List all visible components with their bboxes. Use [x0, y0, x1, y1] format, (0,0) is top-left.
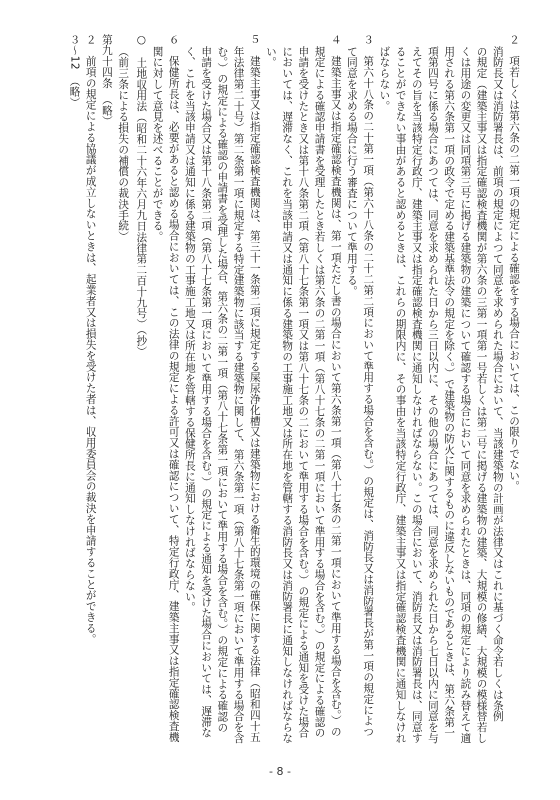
text-line: ばならない。 — [378, 46, 391, 112]
text-line: く、これを当該申請又は通知に係る建築物の工事施工地又は所在地を管轄する保健所長に通知しなければならない。 — [183, 46, 196, 613]
text-line: 用される第六条第一項の政令で定める建築基準法令の規定を除く。）で建築物の防火に関するものに違反しないものであるときは、第六条第一 — [443, 46, 456, 739]
vertical-text-body — [34, 34, 522, 754]
text-line: 項第四号に係る場合にあつては、同意を求められた日から三日以内に、その他の場合にあつては、同意を求められた日から七日以内に同意を与 — [426, 46, 439, 744]
text-line: の規定（建築主事又は指定確認検査機関が第六条の三第一項第一号若しくは第二号に掲げる建築物の建築、大規模の修繕、大規模の模様替若し — [475, 46, 488, 744]
text-line: ５ 建築主事又は指定確認検査機関は、第三十一条第二項に規定する屎尿浄化槽又は建築物における衛生的環境の確保に関する法律（昭和四十五 — [248, 34, 261, 743]
text-line: においては、遅滞なく、これを当該申請又は通知に係る建築物の工事施工地又は所在地を管轄する消防長又は消防署長に通知しなければならな — [281, 46, 294, 744]
text-line: ３ 第六十八条の二十第一項（第六十八条の二十二第二項において準用する場合を含む。）の規定は、消防長又は消防署長が第一項の規定によつ — [362, 34, 375, 738]
text-line: ２ 前項の規定による協議が成立しないときは、起業者又は損失を受けた者は、収用委員会の裁決を申請することができる。 — [84, 34, 97, 645]
text-line: ２ 項若しくは第六条の二第一項の規定による確認をする場合においては、この限りでない。 — [508, 34, 520, 492]
text-line: ３〜12 （略） — [68, 34, 81, 109]
text-line: 第九十四条 （略） — [100, 34, 113, 127]
text-line: ることができない事由があると認めるときは、これらの期限内に、その事由を当該特定行政庁、建築主事又は指定確認検査機関に通知しなけれ — [394, 46, 407, 744]
text-line: ４ 建築主事又は指定確認検査機関は、第一項ただし書の場合において第六条第一項（第八十七条の二第一項において準用する場合を含む。）の — [329, 34, 342, 738]
text-line: 申請を受けた場合又は第十八条第二項（第八十七条第一項において準用する場合を含む。）の規定による通知を受けた場合においては、遅滞な — [200, 46, 213, 739]
text-line: む。）の規定による確認の申請書を受理した場合、第六条の二第一項（第八十七条第一項において準用する場合を含む。）の規定による確認の — [216, 46, 229, 733]
page-number: - 8 - — [269, 765, 291, 778]
text-line: ○ 土地収用法（昭和二十六年六月九日法律第二百十九号）（抄） — [135, 34, 148, 358]
text-line: 関に対して意見を述べることができる。 — [151, 46, 164, 243]
text-line: （前三条による損失の補償の裁決手続） — [117, 46, 130, 243]
text-line: 年法律第二十号）第二条第一項に規定する特定建築物に該当する建築物に関して、第六条第一項（第八十七条第一項において準用する場合を含 — [232, 46, 245, 744]
text-line: い。 — [264, 46, 277, 68]
text-line: 申請を受けたとき又は第十八条第二項（第八十七条第一項又は第八十七条の二において準用する場合を含む。）の規定による通知を受けた場合 — [297, 46, 310, 739]
text-line: 規定による確認申請書を受理したとき若しくは第六条の二第一項（第八十七条の二第一項において準用する場合を含む。）の規定による確認の — [313, 46, 326, 739]
text-line: 消防長又は消防署長は、前項の規定によつて同意を求められた場合において、当該建築物の計画が法律又はこれに基づく命令若しくは条例 — [491, 46, 504, 722]
text-line: て同意を求める場合に行う審査について準用する。 — [345, 46, 358, 297]
text-line: えてその旨を当該特定行政庁、建築主事又は指定確認検査機関に通知しなければならない。この場合において、消防長又は消防署長は、同意す — [410, 46, 423, 744]
text-line: ６ 保健所長は、必要があると認める場合においては、この法律の規定による許可又は確認について、特定行政庁、建築主事又は指定確認検査機 — [167, 34, 180, 743]
text-line: くは用途の変更又は同項第三号に掲げる建築物の建築について確認する場合において同意を求められたときは、同項の規定により読み替えて適 — [459, 46, 472, 744]
